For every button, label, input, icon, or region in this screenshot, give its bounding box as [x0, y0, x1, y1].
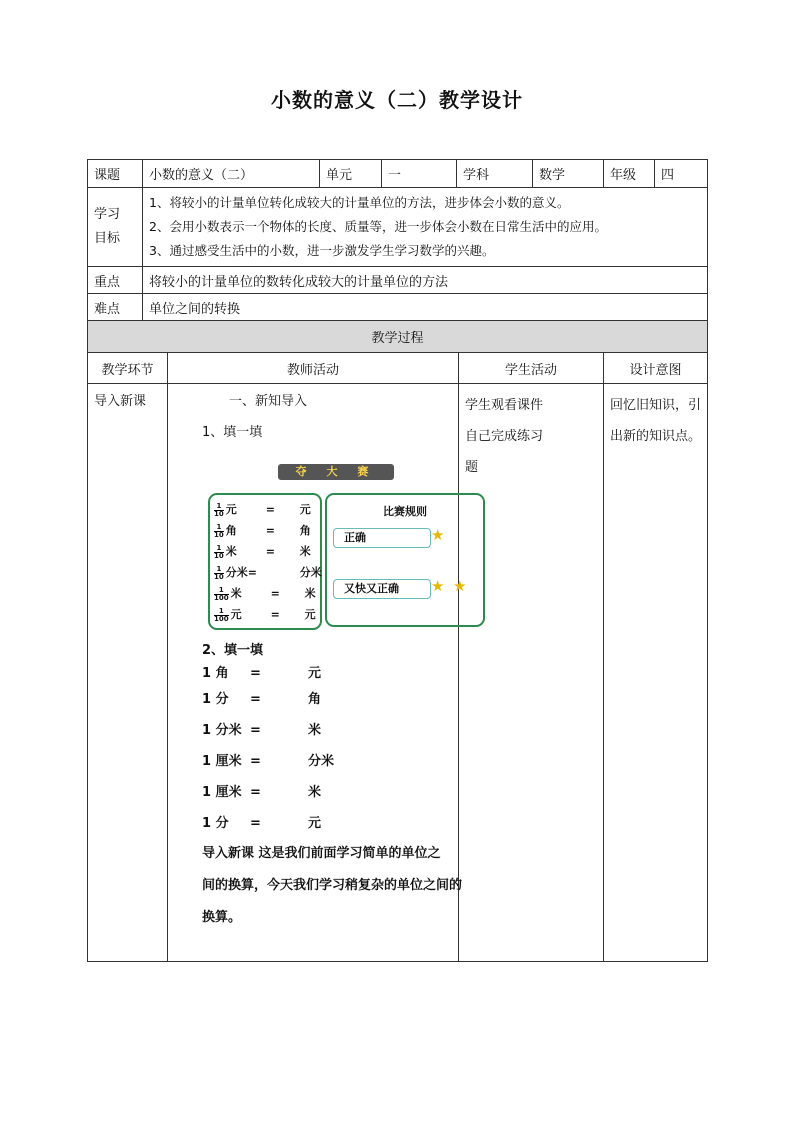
conversion-left: 1 分米: [202, 723, 242, 738]
fraction: $\frac{1}{10}$: [214, 543, 224, 560]
page-title: 小数的意义（二）教学设计: [271, 88, 523, 112]
game-panel: [208, 493, 322, 630]
game-unit-b: 元: [299, 503, 311, 516]
conversion-row: [202, 662, 321, 681]
game-eq: =: [270, 608, 280, 621]
goals-label-line: 学习: [94, 207, 121, 222]
game-unit-b: 米: [304, 587, 316, 600]
game-row: [214, 606, 316, 623]
intent-line: 出新的知识点。: [610, 429, 702, 444]
fraction: $\frac{1}{10}$: [214, 501, 224, 518]
goals-row: [88, 188, 708, 267]
game-eq: =: [270, 587, 280, 600]
unit-value: 一: [382, 160, 457, 188]
conversion-row: [202, 719, 321, 738]
grade-value: 四: [655, 160, 708, 188]
star-icon: ★: [453, 577, 467, 595]
goal-item: 1、将较小的计量单位转化成较大的计量单位的方法，进步体会小数的意义。: [149, 195, 570, 210]
conversion-eq: =: [250, 754, 261, 769]
conversion-eq: =: [250, 723, 261, 738]
game-row: [214, 585, 316, 602]
key-point-value: 将较小的计量单位的数转化成较大的计量单位的方法: [143, 267, 708, 294]
key-point-label: 重点: [88, 267, 143, 294]
section-title: 一、新知导入: [229, 394, 308, 409]
conversion-right: 角: [308, 692, 322, 707]
conversion-row: [202, 812, 321, 831]
conversion-row: [202, 750, 334, 769]
conversion-left: 1 分: [202, 692, 229, 707]
column-stage: 教学环节: [88, 353, 168, 384]
design-intent: [604, 384, 708, 962]
process-header: 教学过程: [88, 321, 708, 353]
intro-line: 换算。: [202, 910, 242, 925]
teacher-activity: [168, 384, 467, 962]
student-line: 题: [465, 460, 479, 475]
process-header-row: [88, 321, 708, 353]
process-columns-row: [88, 353, 708, 384]
fraction: $\frac{1}{100}$: [214, 585, 229, 602]
goals-label: [88, 188, 143, 267]
game-eq: =: [265, 503, 275, 516]
grade-label: 年级: [604, 160, 655, 188]
intro-paragraph: [202, 838, 462, 934]
rule-correct: 正确: [333, 528, 431, 548]
rules-title: 比赛规则: [383, 505, 427, 518]
difficulty-label: 难点: [88, 294, 143, 321]
lesson-plan-table: [87, 159, 708, 962]
rule-fast-correct: 又快又正确: [333, 579, 431, 599]
intro-line: 间的换算，今天我们学习稍复杂的单位之间的: [202, 878, 463, 893]
conversion-eq: =: [250, 785, 261, 800]
game-row: [214, 522, 311, 539]
intent-line: 回忆旧知识，引: [610, 398, 702, 413]
conversion-right: 元: [308, 666, 322, 681]
conversion-right: 元: [308, 816, 322, 831]
fill-heading-2: 2、填一填: [202, 643, 264, 658]
conversion-left: 1 厘米: [202, 754, 242, 769]
game-unit-b: 元: [304, 608, 316, 621]
conversion-eq: =: [250, 816, 261, 831]
conversion-eq: =: [250, 692, 261, 707]
game-unit-a: 元: [225, 503, 237, 516]
process-row: [88, 384, 708, 962]
subject-label: 课题: [88, 160, 143, 188]
subject-value: 小数的意义（二）: [143, 160, 320, 188]
game-row: [214, 543, 311, 560]
fraction: $\frac{1}{10}$: [214, 564, 224, 581]
conversion-row: [202, 781, 321, 800]
intro-line: 导入新课 这是我们前面学习简单的单位之: [202, 846, 441, 861]
game-unit-a: 米: [225, 545, 237, 558]
difficulty-value: 单位之间的转换: [143, 294, 708, 321]
fraction: $\frac{1}{100}$: [214, 606, 229, 623]
column-intent: 设计意图: [604, 353, 708, 384]
game-row: [214, 564, 322, 581]
conversion-right: 米: [308, 723, 322, 738]
star-icon: ★: [431, 526, 445, 544]
stage-cell: 导入新课: [88, 384, 168, 962]
discipline-label: 学科: [457, 160, 533, 188]
game-eq: =: [265, 524, 275, 537]
game-unit-a: 米: [230, 587, 242, 600]
column-teacher: 教师活动: [168, 353, 459, 384]
info-row: [88, 160, 708, 188]
game-unit-a: 分米=: [225, 566, 257, 579]
goals-list: [143, 188, 708, 267]
conversion-right: 分米: [308, 754, 335, 769]
star-icon: ★: [431, 577, 445, 595]
key-point-row: [88, 267, 708, 294]
fraction: $\frac{1}{10}$: [214, 522, 224, 539]
goal-item: 3、通过感受生活中的小数，进一步激发学生学习数学的兴趣。: [149, 243, 495, 258]
goal-item: 2、会用小数表示一个物体的长度、质量等，进一步体会小数在日常生活中的应用。: [149, 219, 607, 234]
conversion-eq: =: [250, 666, 261, 681]
difficulty-row: [88, 294, 708, 321]
student-line: 学生观看课件: [465, 398, 544, 413]
game-unit-a: 元: [230, 608, 242, 621]
goals-label-line: 目标: [94, 231, 121, 246]
fill-heading-1: 1、填一填: [202, 425, 263, 440]
game-unit-b: 角: [299, 524, 311, 537]
conversion-left: 1 角: [202, 666, 229, 681]
column-student: 学生活动: [459, 353, 604, 384]
game-row: [214, 501, 311, 518]
game-unit-b: 分米: [299, 566, 322, 579]
unit-label: 单元: [320, 160, 382, 188]
conversion-left: 1 分: [202, 816, 229, 831]
game-unit-b: 米: [299, 545, 311, 558]
conversion-row: [202, 688, 321, 707]
student-line: 自己完成练习: [465, 429, 544, 444]
rules-panel: [325, 493, 485, 627]
conversion-right: 米: [308, 785, 322, 800]
discipline-value: 数学: [533, 160, 604, 188]
game-unit-a: 角: [225, 524, 237, 537]
game-eq: =: [265, 545, 275, 558]
conversion-left: 1 厘米: [202, 785, 242, 800]
game-banner: 夺 大 赛: [278, 464, 394, 480]
